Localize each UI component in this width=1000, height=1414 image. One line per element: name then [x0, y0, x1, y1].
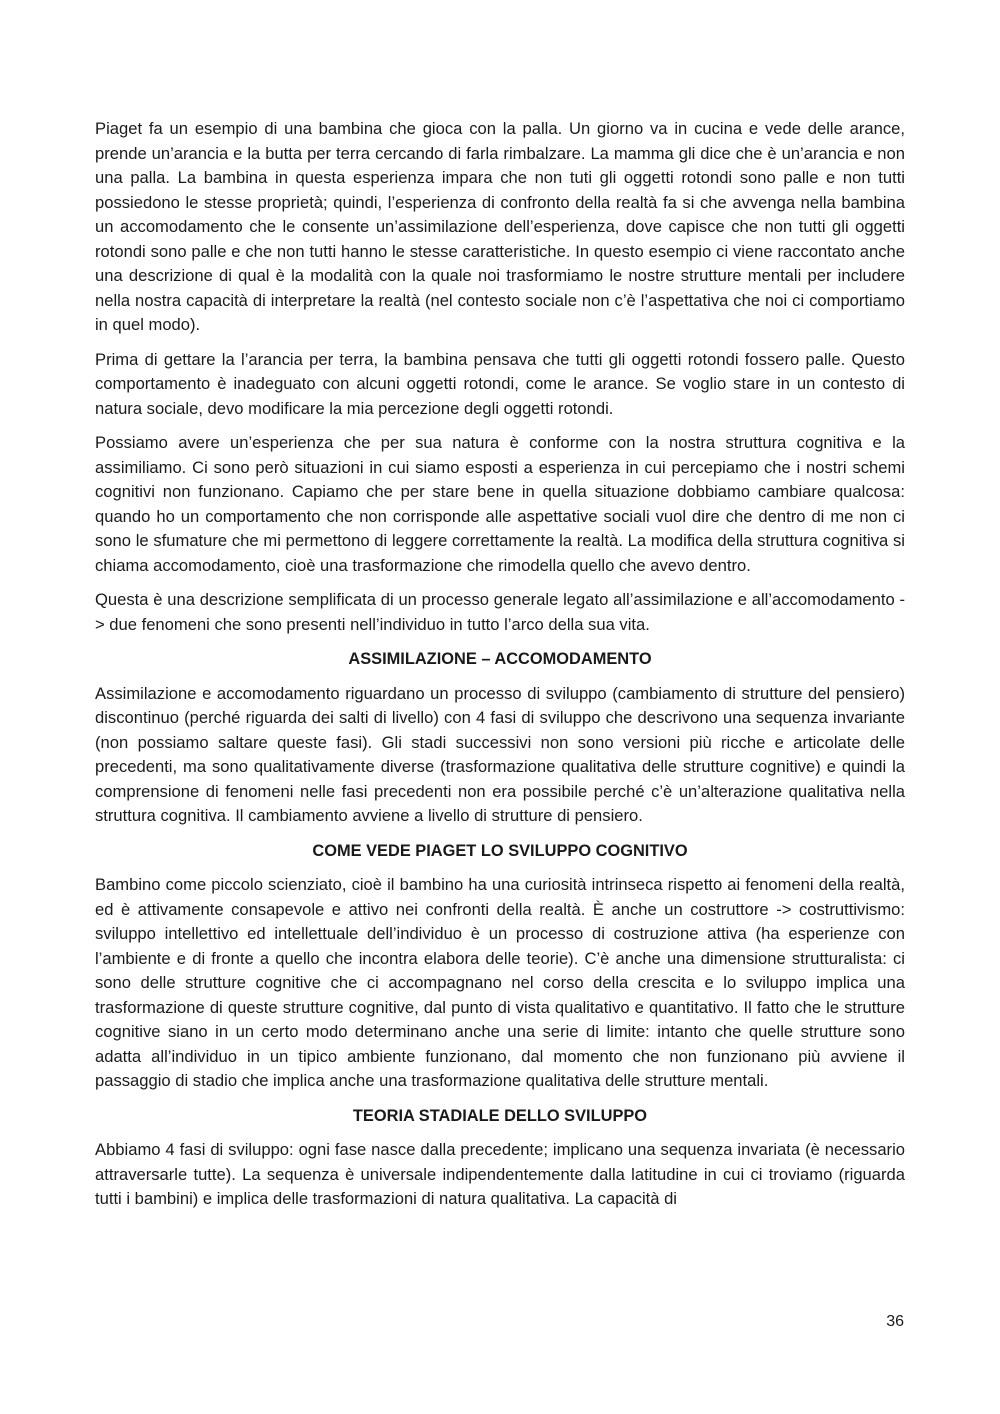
- heading-teoria-stadiale: TEORIA STADIALE DELLO SVILUPPO: [352, 1106, 648, 1125]
- paragraph-development-process: Assimilazione e accomodamento riguardano un processo di sviluppo (cambiamento di strutture del pensiero) discontinuo (perché riguarda dei salti di livello) con 4 fasi di sviluppo che descrivono una sequenza invariante (non possiamo saltare queste fasi). Gli stadi successivi non sono versioni più ricche e articolate delle precedenti, ma sono qualitativamente diverse (trasformazione qualitativa delle strutture cognitive) e quindi la comprensione di fenomeni nelle fasi precedenti non era possibile perché c’è un’alterazione qualitativa nella struttura cognitiva. Il cambiamento avviene a livello di strutture di pensiero.: [95, 683, 905, 825]
- heading-sviluppo-cognitivo: COME VEDE PIAGET LO SVILUPPO COGNITIVO: [312, 841, 688, 860]
- paragraph-cognitive-structure: Possiamo avere un’esperienza che per sua natura è conforme con la nostra struttura cognitiva e la assimiliamo. Ci sono però situazioni in cui siamo esposti a esperienza in cui percepiamo che i nostri schemi cognitivi non funzionano. Capiamo che per stare bene in quella situazione dobbiamo cambiare qualcosa: quando ho un comportamento che non corrisponde alle aspettative sociali vuol dire che dentro di me non ci sono le sfumature che mi permettono di leggere correttamente la realtà. La modifica della struttura cognitiva si chiama accomodamento, cioè una trasformazione che rimodella quello che avevo dentro.: [95, 433, 905, 575]
- paragraph-orange-example: Piaget fa un esempio di una bambina che gioca con la palla. Un giorno va in cucina e vede delle arance, prende un’arancia e la butta per terra cercando di farla rimbalzare. La mamma gli dice che è un’arancia e non una palla. La bambina in questa esperienza impara che non tuti gli oggetti rotondi sono palle e non tutti possiedono le stesse proprietà; quindi, l’esperienza di confronto della realtà fa si che avvenga nella bambina un accomodamento che le consente un’assimilazione dell’esperienza, dove capisce che non tutti gli oggetti rotondi sono palle e che non tutti hanno le stesse caratteristiche. In questo esempio ci viene raccontato anche una descrizione di qual è la modalità con la quale noi trasformiamo le nostre strutture mentali per includere nella nostra capacità di interpretare la realtà (nel contesto sociale non c’è l’aspettativa che noi ci comportiamo in quel modo).: [95, 119, 905, 334]
- paragraph-simplified-description: Questa è una descrizione semplificata di un processo generale legato all’assimilazione e all’accomodamento -> due fenomeni che sono presenti nell’individuo in tutto l’arco della sua vita.: [95, 590, 905, 634]
- page-body: [95, 117, 905, 1222]
- paragraph-little-scientist: Bambino come piccolo scienziato, cioè il bambino ha una curiosità intrinseca rispetto ai fenomeni della realtà, ed è attivamente consapevole e attivo nei confronti della realtà. È anche un costruttore -> costruttivismo: sviluppo intellettivo ed intellettuale dell’individuo è un processo di costruzione attiva (ha esperienze con l’ambiente e di fronte a quello che incontra elabora delle teorie). C’è anche una dimensione strutturalista: ci sono delle strutture cognitive che ci accompagnano nel corso della crescita e lo sviluppo implica una trasformazione di queste strutture cognitive, dal punto di vista qualitativo e quantitativo. Il fatto che le strutture cognitive siano in un certo modo determinano anche una serie di limite: intanto che quelle strutture sono adatta all’individuo in un tipico ambiente funzionano, dal momento che non funzionano più avviene il passaggio di stadio che implica anche una trasformazione qualitativa delle strutture mentali.: [95, 875, 905, 1090]
- heading-assimilazione-accomodamento: ASSIMILAZIONE – ACCOMODAMENTO: [348, 650, 652, 668]
- page-number: 36: [886, 1313, 904, 1330]
- paragraph-round-objects: Prima di gettare la l’arancia per terra, la bambina pensava che tutti gli oggetti rotondi fossero palle. Questo comportamento è inadeguato con alcuni oggetti rotondi, come le arance. Se voglio stare in un contesto di natura sociale, devo modificare la mia percezione degli oggetti rotondi.: [95, 349, 905, 418]
- paragraph-four-phases: Abbiamo 4 fasi di sviluppo: ogni fase nasce dalla precedente; implicano una sequenza invariata (è necessario attraversarle tutte). La sequenza è universale indipendentemente dalla latitudine in cui ci troviamo (riguarda tutti i bambini) e implica delle trasformazioni di natura qualitativa. La capacità di: [95, 1140, 905, 1208]
